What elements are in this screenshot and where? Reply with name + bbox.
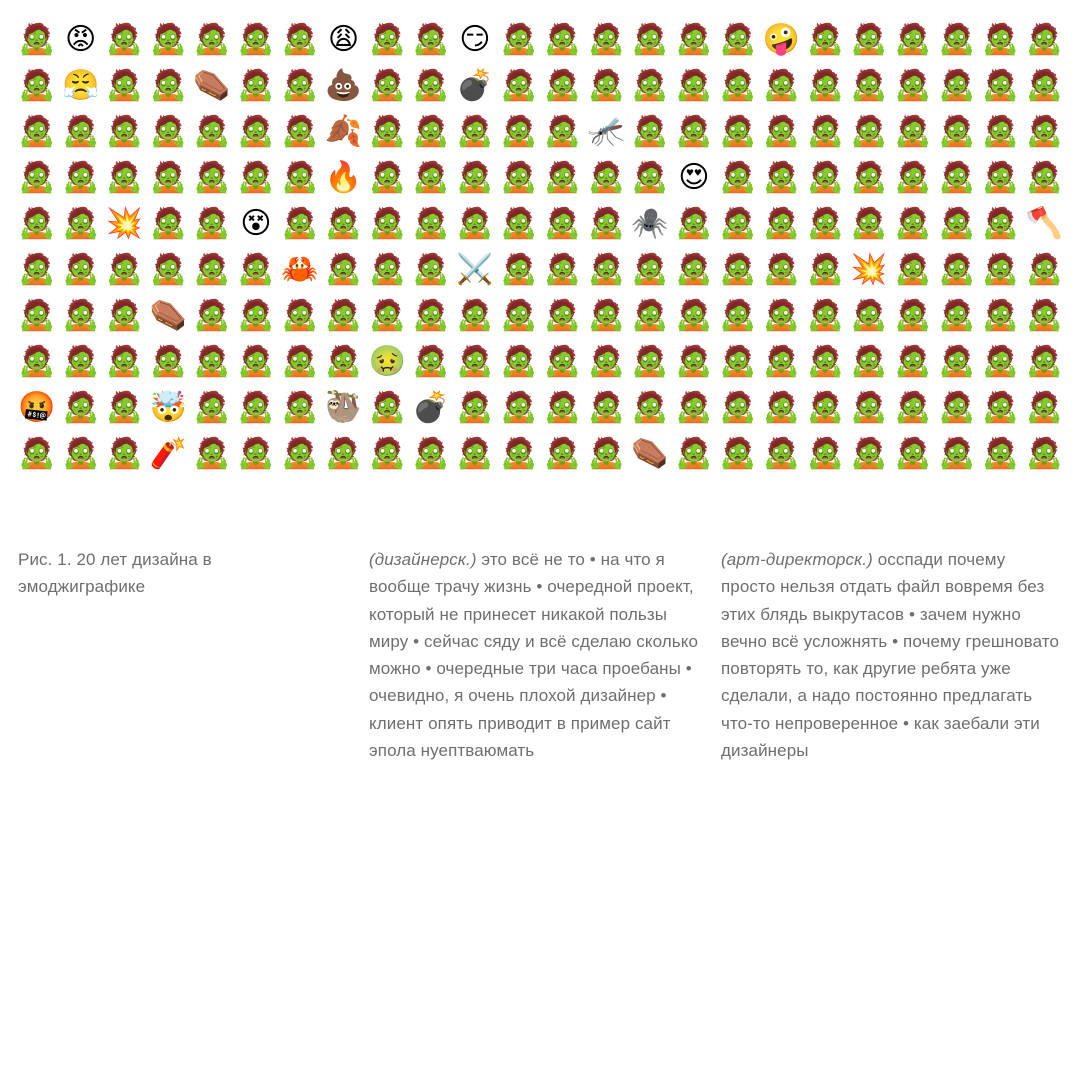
- zombie-emoji: 🧟: [62, 391, 100, 424]
- zombie-emoji: 🧟: [18, 115, 56, 148]
- zombie-emoji: 🧟: [675, 115, 713, 148]
- zombie-emoji: 🧟: [894, 23, 932, 56]
- zombie-emoji: 🧟: [18, 23, 56, 56]
- zombie-emoji: 🧟: [412, 253, 450, 286]
- zombie-emoji: 🧟: [675, 437, 713, 470]
- zombie-emoji: 🧟: [981, 115, 1020, 148]
- zombie-emoji: 🧟: [456, 161, 494, 194]
- zombie-emoji: 🧟: [456, 299, 494, 332]
- zombie-emoji: 🧟: [281, 391, 319, 424]
- emoji: 🪓: [1025, 207, 1063, 240]
- zombie-emoji: 🧟: [543, 299, 582, 332]
- zombie-emoji: 🧟: [105, 253, 144, 286]
- zombie-emoji: 🧟: [587, 23, 625, 56]
- designer-caption: [369, 546, 699, 764]
- zombie-emoji: 🧟: [894, 299, 932, 332]
- zombie-emoji: 🧟: [981, 161, 1020, 194]
- zombie-emoji: 🧟: [543, 161, 582, 194]
- zombie-emoji: 🧟: [762, 299, 801, 332]
- zombie-emoji: 🧟: [806, 299, 844, 332]
- zombie-emoji: 🧟: [499, 207, 538, 240]
- zombie-emoji: 🧟: [543, 23, 582, 56]
- zombie-emoji: 🧟: [587, 207, 625, 240]
- emoji: 🔥: [324, 161, 363, 194]
- zombie-emoji: 🧟: [499, 437, 538, 470]
- zombie-emoji: 🧟: [18, 253, 56, 286]
- zombie-emoji: 🧟: [281, 161, 319, 194]
- zombie-emoji: 🧟: [718, 391, 757, 424]
- zombie-emoji: 🧟: [149, 253, 187, 286]
- zombie-emoji: 🧟: [105, 299, 144, 332]
- emoji: 😏: [459, 23, 491, 56]
- zombie-emoji: 🧟: [193, 299, 231, 332]
- zombie-emoji: 🧟: [806, 345, 844, 378]
- emoji: 😤: [62, 69, 100, 102]
- zombie-emoji: 🧟: [62, 345, 100, 378]
- zombie-emoji: 🧟: [499, 253, 538, 286]
- emoji: 🦟: [587, 115, 625, 148]
- zombie-emoji: 🧟: [981, 391, 1020, 424]
- zombie-emoji: 🧟: [281, 437, 319, 470]
- zombie-emoji: 🧟: [1025, 23, 1063, 56]
- emoji: 🤬: [18, 391, 56, 424]
- zombie-emoji: 🧟: [850, 23, 888, 56]
- zombie-emoji: 🧟: [543, 115, 582, 148]
- zombie-emoji: 🧟: [675, 253, 713, 286]
- emoji: 🤯: [149, 391, 187, 424]
- zombie-emoji: 🧟: [237, 437, 275, 470]
- zombie-emoji: 🧟: [894, 69, 932, 102]
- emoji: 😩: [327, 23, 360, 56]
- zombie-emoji: 🧟: [18, 299, 56, 332]
- zombie-emoji: 🧟: [62, 437, 100, 470]
- zombie-emoji: 🧟: [718, 69, 757, 102]
- zombie-emoji: 🧟: [237, 391, 275, 424]
- zombie-emoji: 🧟: [675, 207, 713, 240]
- zombie-emoji: 🧟: [894, 207, 932, 240]
- zombie-emoji: 🧟: [806, 23, 844, 56]
- zombie-emoji: 🧟: [675, 69, 713, 102]
- emoji: 🦀: [281, 253, 319, 286]
- zombie-emoji: 🧟: [894, 253, 932, 286]
- zombie-emoji: 🧟: [937, 115, 976, 148]
- zombie-emoji: 🧟: [850, 345, 888, 378]
- zombie-emoji: 🧟: [499, 345, 538, 378]
- emoji: ⚰️: [631, 437, 669, 470]
- zombie-emoji: 🧟: [412, 345, 450, 378]
- zombie-emoji: 🧟: [499, 391, 538, 424]
- zombie-emoji: 🧟: [675, 391, 713, 424]
- art-director-caption: [721, 546, 1061, 764]
- zombie-emoji: 🧟: [62, 161, 100, 194]
- zombie-emoji: 🧟: [806, 69, 844, 102]
- zombie-emoji: 🧟: [368, 207, 406, 240]
- zombie-emoji: 🧟: [499, 161, 538, 194]
- zombie-emoji: 🧟: [281, 69, 319, 102]
- emoji: 💣: [456, 69, 494, 102]
- emoji: ⚰️: [149, 299, 187, 332]
- zombie-emoji: 🧟: [894, 345, 932, 378]
- zombie-emoji: 🧟: [193, 437, 231, 470]
- zombie-emoji: 🧟: [412, 207, 450, 240]
- zombie-emoji: 🧟: [193, 207, 231, 240]
- zombie-emoji: 🧟: [105, 391, 144, 424]
- art-director-caption-text: осспади почему просто нельзя отдать файл вовремя без этих блядь выкрутасов • зачем нужно вечно всё усложнять • почему грешновато повторять то, как другие ребята уже сделали, а надо постоянно предлагать что-то непроверенное • как заебали эти дизайнеры: [721, 550, 1060, 761]
- zombie-emoji: 🧟: [1025, 115, 1063, 148]
- zombie-emoji: 🧟: [237, 345, 275, 378]
- zombie-emoji: 🧟: [850, 115, 888, 148]
- zombie-emoji: 🧟: [806, 253, 844, 286]
- zombie-emoji: 🧟: [281, 207, 319, 240]
- zombie-emoji: 🧟: [324, 253, 363, 286]
- zombie-emoji: 🧟: [762, 345, 801, 378]
- emoji: 💥: [850, 253, 888, 286]
- zombie-emoji: 🧟: [499, 299, 538, 332]
- emoji: ⚔️: [456, 253, 494, 286]
- zombie-emoji: 🧟: [412, 69, 450, 102]
- emoji: 🍂: [324, 115, 363, 148]
- zombie-emoji: 🧟: [587, 345, 625, 378]
- zombie-emoji: 🧟: [718, 437, 757, 470]
- zombie-emoji: 🧟: [543, 345, 582, 378]
- zombie-emoji: 🧟: [105, 69, 144, 102]
- zombie-emoji: 🧟: [149, 23, 187, 56]
- zombie-emoji: 🧟: [894, 161, 932, 194]
- zombie-emoji: 🧟: [237, 161, 275, 194]
- zombie-emoji: 🧟: [631, 391, 669, 424]
- zombie-emoji: 🧟: [587, 161, 625, 194]
- zombie-emoji: 🧟: [456, 207, 494, 240]
- zombie-emoji: 🧟: [368, 299, 406, 332]
- zombie-emoji: 🧟: [631, 115, 669, 148]
- zombie-emoji: 🧟: [18, 207, 56, 240]
- zombie-emoji: 🧟: [412, 115, 450, 148]
- zombie-emoji: 🧟: [718, 253, 757, 286]
- zombie-emoji: 🧟: [718, 345, 757, 378]
- zombie-emoji: 🧟: [806, 161, 844, 194]
- zombie-emoji: 🧟: [587, 69, 625, 102]
- zombie-emoji: 🧟: [937, 161, 976, 194]
- emoji: 😍: [678, 161, 710, 194]
- zombie-emoji: 🧟: [105, 345, 144, 378]
- zombie-emoji: 🧟: [499, 115, 538, 148]
- zombie-emoji: 🧟: [281, 23, 319, 56]
- emoji: 😡: [65, 23, 97, 56]
- art-director-caption-prefix: (арт-директорск.): [721, 550, 873, 569]
- zombie-emoji: 🧟: [281, 115, 319, 148]
- zombie-emoji: 🧟: [806, 115, 844, 148]
- zombie-emoji: 🧟: [412, 299, 450, 332]
- emoji: 💣: [412, 391, 450, 424]
- zombie-emoji: 🧟: [18, 437, 56, 470]
- zombie-emoji: 🧟: [456, 437, 494, 470]
- zombie-emoji: 🧟: [281, 299, 319, 332]
- zombie-emoji: 🧟: [762, 207, 801, 240]
- zombie-emoji: 🧟: [499, 69, 538, 102]
- zombie-emoji: 🧟: [718, 299, 757, 332]
- zombie-emoji: 🧟: [718, 23, 757, 56]
- zombie-emoji: 🧟: [543, 391, 582, 424]
- zombie-emoji: 🧟: [937, 299, 976, 332]
- zombie-emoji: 🧟: [368, 115, 406, 148]
- figure-caption-text: Рис. 1. 20 лет дизайна в эмоджиграфике: [18, 550, 212, 597]
- zombie-emoji: 🧟: [631, 345, 669, 378]
- zombie-emoji: 🧟: [631, 69, 669, 102]
- zombie-emoji: 🧟: [456, 345, 494, 378]
- zombie-emoji: 🧟: [62, 207, 100, 240]
- zombie-emoji: 🧟: [631, 161, 669, 194]
- zombie-emoji: 🧟: [806, 207, 844, 240]
- zombie-emoji: 🧟: [193, 253, 231, 286]
- zombie-emoji: 🧟: [631, 253, 669, 286]
- zombie-emoji: 🧟: [105, 115, 144, 148]
- zombie-emoji: 🧟: [850, 207, 888, 240]
- zombie-emoji: 🧟: [18, 161, 56, 194]
- emoji: 🤪: [762, 23, 801, 56]
- zombie-emoji: 🧟: [937, 253, 976, 286]
- emoji: 🕷️: [631, 207, 669, 240]
- zombie-emoji: 🧟: [456, 391, 494, 424]
- zombie-emoji: 🧟: [368, 437, 406, 470]
- zombie-emoji: 🧟: [499, 23, 538, 56]
- zombie-emoji: 🧟: [412, 23, 450, 56]
- emoji: 💩: [324, 69, 363, 102]
- zombie-emoji: 🧟: [324, 345, 363, 378]
- zombie-emoji: 🧟: [850, 437, 888, 470]
- zombie-emoji: 🧟: [149, 207, 187, 240]
- zombie-emoji: 🧟: [368, 161, 406, 194]
- zombie-emoji: 🧟: [237, 299, 275, 332]
- zombie-emoji: 🧟: [718, 207, 757, 240]
- zombie-emoji: 🧟: [543, 207, 582, 240]
- zombie-emoji: 🧟: [324, 299, 363, 332]
- zombie-emoji: 🧟: [149, 115, 187, 148]
- zombie-emoji: 🧟: [675, 23, 713, 56]
- zombie-emoji: 🧟: [981, 345, 1020, 378]
- zombie-emoji: 🧟: [894, 115, 932, 148]
- zombie-emoji: 🧟: [543, 253, 582, 286]
- zombie-emoji: 🧟: [762, 161, 801, 194]
- zombie-emoji: 🧟: [937, 345, 976, 378]
- zombie-emoji: 🧟: [1025, 161, 1063, 194]
- zombie-emoji: 🧟: [587, 253, 625, 286]
- zombie-emoji: 🧟: [62, 253, 100, 286]
- zombie-emoji: 🧟: [981, 207, 1020, 240]
- zombie-emoji: 🧟: [368, 23, 406, 56]
- zombie-emoji: 🧟: [368, 391, 406, 424]
- zombie-emoji: 🧟: [762, 253, 801, 286]
- zombie-emoji: 🧟: [894, 437, 932, 470]
- zombie-emoji: 🧟: [718, 161, 757, 194]
- zombie-emoji: 🧟: [1025, 345, 1063, 378]
- emoji: 😵: [240, 207, 272, 240]
- zombie-emoji: 🧟: [762, 69, 801, 102]
- zombie-emoji: 🧟: [543, 437, 582, 470]
- zombie-emoji: 🧟: [850, 69, 888, 102]
- zombie-emoji: 🧟: [543, 69, 582, 102]
- zombie-emoji: 🧟: [806, 391, 844, 424]
- zombie-emoji: 🧟: [193, 115, 231, 148]
- zombie-emoji: 🧟: [149, 69, 187, 102]
- zombie-emoji: 🧟: [675, 299, 713, 332]
- zombie-emoji: 🧟: [237, 115, 275, 148]
- zombie-emoji: 🧟: [937, 69, 976, 102]
- zombie-emoji: 🧟: [937, 391, 976, 424]
- zombie-emoji: 🧟: [631, 23, 669, 56]
- zombie-emoji: 🧟: [193, 161, 231, 194]
- emoji: 🧨: [149, 437, 187, 470]
- zombie-emoji: 🧟: [1025, 69, 1063, 102]
- zombie-emoji: 🧟: [281, 345, 319, 378]
- zombie-emoji: 🧟: [324, 207, 363, 240]
- zombie-emoji: 🧟: [850, 391, 888, 424]
- zombie-emoji: 🧟: [762, 437, 801, 470]
- zombie-emoji: 🧟: [324, 437, 363, 470]
- zombie-emoji: 🧟: [937, 23, 976, 56]
- zombie-emoji: 🧟: [850, 161, 888, 194]
- zombie-emoji: 🧟: [18, 69, 56, 102]
- zombie-emoji: 🧟: [631, 299, 669, 332]
- zombie-emoji: 🧟: [193, 391, 231, 424]
- zombie-emoji: 🧟: [18, 345, 56, 378]
- zombie-emoji: 🧟: [718, 115, 757, 148]
- zombie-emoji: 🧟: [587, 299, 625, 332]
- emoji: 🦥: [324, 391, 363, 424]
- zombie-emoji: 🧟: [237, 69, 275, 102]
- zombie-emoji: 🧟: [587, 391, 625, 424]
- emoji: 🤢: [368, 345, 406, 378]
- zombie-emoji: 🧟: [1025, 437, 1063, 470]
- zombie-emoji: 🧟: [1025, 253, 1063, 286]
- zombie-emoji: 🧟: [412, 437, 450, 470]
- zombie-emoji: 🧟: [762, 391, 801, 424]
- zombie-emoji: 🧟: [981, 253, 1020, 286]
- emoji: ⚰️: [193, 69, 231, 102]
- zombie-emoji: 🧟: [105, 437, 144, 470]
- zombie-emoji: 🧟: [105, 161, 144, 194]
- zombie-emoji: 🧟: [981, 69, 1020, 102]
- zombie-emoji: 🧟: [806, 437, 844, 470]
- zombie-emoji: 🧟: [850, 299, 888, 332]
- zombie-emoji: 🧟: [105, 23, 144, 56]
- zombie-emoji: 🧟: [412, 161, 450, 194]
- zombie-emoji: 🧟: [587, 437, 625, 470]
- zombie-emoji: 🧟: [149, 161, 187, 194]
- zombie-emoji: 🧟: [1025, 391, 1063, 424]
- emoji: 💥: [105, 207, 144, 240]
- zombie-emoji: 🧟: [937, 437, 976, 470]
- zombie-emoji: 🧟: [237, 23, 275, 56]
- zombie-emoji: 🧟: [937, 207, 976, 240]
- zombie-emoji: 🧟: [237, 253, 275, 286]
- figure-caption: [18, 546, 318, 601]
- zombie-emoji: 🧟: [762, 115, 801, 148]
- zombie-emoji: 🧟: [193, 23, 231, 56]
- zombie-emoji: 🧟: [149, 345, 187, 378]
- designer-caption-text: это всё не то • на что я вообще трачу жизнь • очередной проект, который не принесет никакой пользы миру • сейчас сяду и всё сделаю сколько можно • очередные три часа проебаны • очевидно, я очень плохой дизайнер • клиент опять приводит в пример сайт эпола нуептваюмать: [369, 550, 699, 761]
- emoji-grid: [15, 17, 1066, 477]
- zombie-emoji: 🧟: [1025, 299, 1063, 332]
- zombie-emoji: 🧟: [894, 391, 932, 424]
- designer-caption-prefix: (дизайнерск.): [369, 550, 477, 569]
- zombie-emoji: 🧟: [981, 437, 1020, 470]
- zombie-emoji: 🧟: [675, 345, 713, 378]
- zombie-emoji: 🧟: [981, 299, 1020, 332]
- zombie-emoji: 🧟: [456, 115, 494, 148]
- zombie-emoji: 🧟: [193, 345, 231, 378]
- zombie-emoji: 🧟: [62, 299, 100, 332]
- zombie-emoji: 🧟: [62, 115, 100, 148]
- zombie-emoji: 🧟: [368, 69, 406, 102]
- zombie-emoji: 🧟: [368, 253, 406, 286]
- zombie-emoji: 🧟: [981, 23, 1020, 56]
